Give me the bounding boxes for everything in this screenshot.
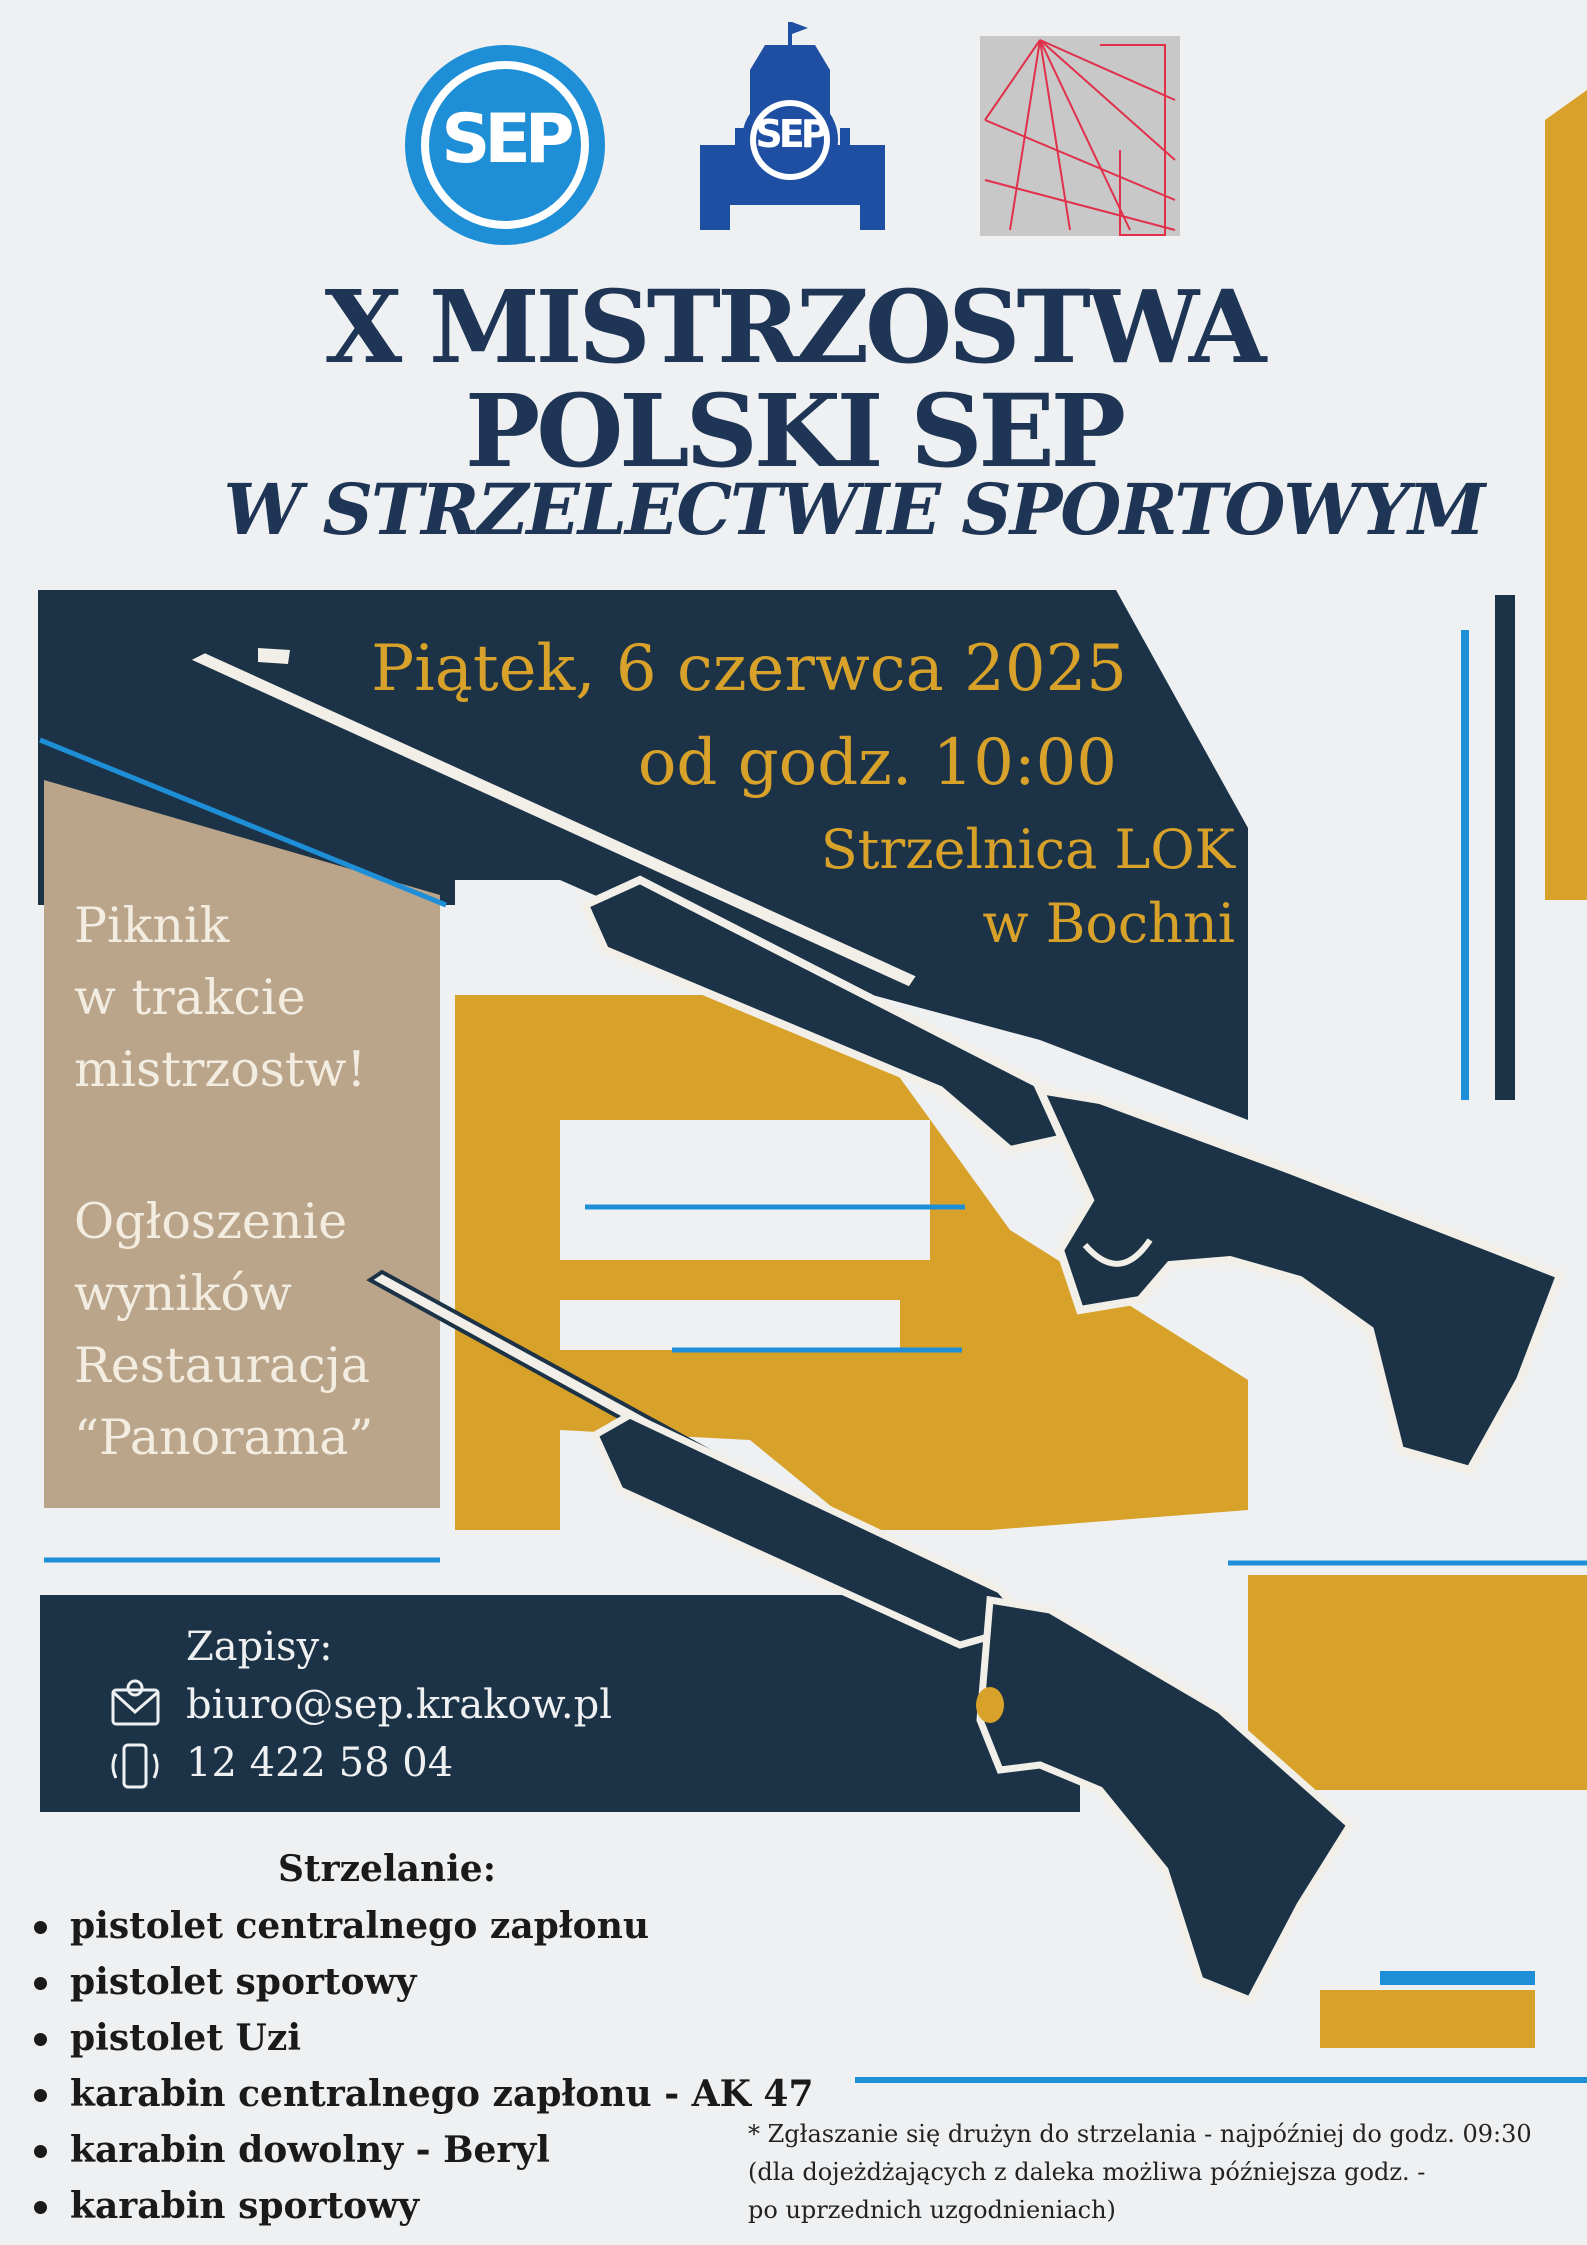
gold-block-bottom-right	[1320, 1990, 1535, 2048]
gold-block-right	[1248, 1575, 1587, 1790]
results-line: wyników	[74, 1265, 292, 1322]
list-item: karabin centralnego zapłonu - AK 47	[28, 2066, 814, 2122]
light-cutout-1	[560, 1120, 930, 1260]
picnic-line: Piknik	[74, 897, 230, 954]
list-item: pistolet sportowy	[28, 1954, 814, 2010]
list-item: karabin dowolny - Beryl	[28, 2122, 814, 2178]
event-location-1: Strzelnica LOK	[820, 818, 1235, 881]
results-line: Restauracja	[74, 1337, 370, 1394]
geometric-logo	[980, 36, 1180, 236]
contact-email[interactable]: biuro@sep.krakow.pl	[186, 1682, 613, 1728]
note-line-2: (dla dojeżdżających z daleka możliwa późniejsza godz. -	[748, 2158, 1426, 2186]
title-line-3: W STRZELECTWIE SPORTOWYM	[223, 468, 1484, 551]
event-location-2: w Bochni	[982, 892, 1235, 955]
picnic-line: mistrzostw!	[74, 1041, 367, 1098]
note-line-1: * Zgłaszanie się drużyn do strzelania - najpóźniej do godz. 09:30	[748, 2120, 1532, 2148]
sep-castle-logo-text: SEP	[755, 112, 825, 156]
shooting-heading: Strzelanie:	[278, 1848, 496, 1890]
navy-bar-right	[1495, 595, 1515, 1100]
results-text	[74, 1186, 373, 1474]
picnic-text	[74, 890, 366, 1106]
sep-logo-text: SEP	[441, 100, 569, 179]
list-item: pistolet centralnego zapłonu	[28, 1898, 814, 1954]
contact-heading: Zapisy:	[186, 1624, 333, 1670]
title-line-1: X MISTRZOSTWA	[324, 268, 1263, 386]
event-date: Piątek, 6 czerwca 2025	[371, 632, 1127, 706]
title-line-2: POLSKI SEP	[465, 372, 1122, 490]
results-line: Ogłoszenie	[74, 1193, 348, 1250]
list-item: pistolet Uzi	[28, 2010, 814, 2066]
picnic-line: w trakcie	[74, 969, 306, 1026]
light-cutout-2	[560, 1300, 900, 1350]
event-time: od godz. 10:00	[637, 726, 1117, 800]
contact-phone[interactable]: 12 422 58 04	[186, 1740, 454, 1786]
note-line-3: po uprzednich uzgodnieniach)	[748, 2196, 1116, 2224]
list-item: karabin sportowy	[28, 2178, 814, 2234]
results-line: “Panorama”	[74, 1409, 374, 1466]
shooting-list	[28, 1898, 814, 2234]
